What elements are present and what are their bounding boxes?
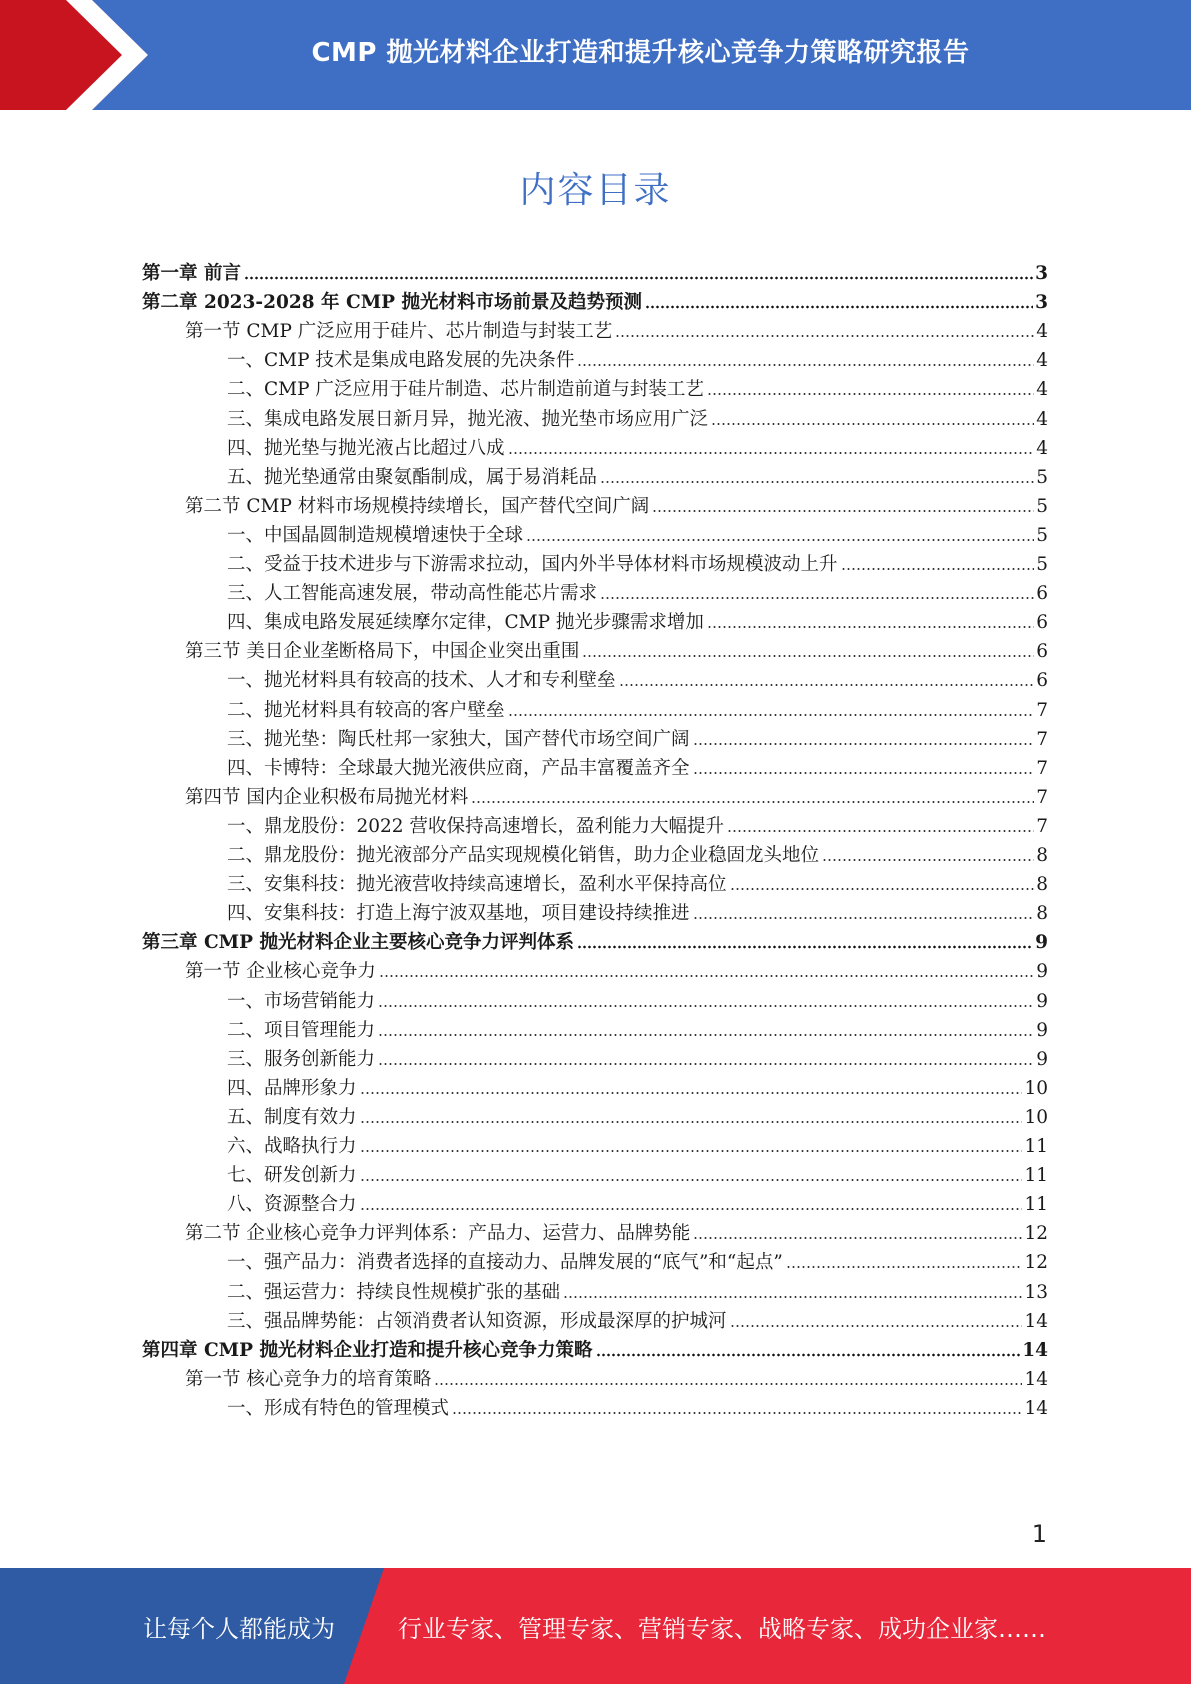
toc-leader-dots — [360, 1120, 1023, 1124]
toc-leader-dots — [471, 800, 1034, 804]
toc-leader-dots — [600, 480, 1034, 484]
toc-leader-dots — [693, 1236, 1022, 1240]
toc-entry-page: 4 — [1036, 350, 1048, 372]
toc-entry[interactable] — [0, 1127, 1191, 1158]
toc-leader-dots — [600, 596, 1034, 600]
toc-entry-page: 10 — [1024, 1106, 1048, 1128]
page-number: 1 — [1031, 1520, 1047, 1548]
toc-entry[interactable] — [0, 1156, 1191, 1187]
toc-entry-label: 第四章 CMP 抛光材料企业打造和提升核心竞争力策略 — [142, 1339, 593, 1361]
toc-entry-page: 7 — [1036, 699, 1048, 721]
toc-entry[interactable] — [0, 1069, 1191, 1100]
toc-entry[interactable] — [0, 749, 1191, 780]
toc-entry[interactable] — [0, 836, 1191, 867]
toc-entry-page: 9 — [1035, 932, 1048, 954]
toc-entry-label: 第四节 国内企业积极布局抛光材料 — [185, 786, 469, 808]
toc-entry[interactable] — [0, 1302, 1191, 1333]
toc-entry-label: 第二章 2023-2028 年 CMP 抛光材料市场前景及趋势预测 — [142, 292, 643, 314]
toc-entry[interactable] — [0, 923, 1191, 954]
toc-entry-label: 第二节 企业核心竞争力评判体系：产品力、运营力、品牌势能 — [185, 1223, 691, 1245]
toc-entry-page: 14 — [1024, 1368, 1048, 1390]
toc-entry[interactable] — [0, 807, 1191, 838]
toc-leader-dots — [693, 771, 1035, 775]
toc-entry-page: 14 — [1022, 1339, 1048, 1361]
toc-entry[interactable] — [0, 720, 1191, 751]
toc-entry-page: 7 — [1036, 786, 1048, 808]
toc-entry[interactable] — [0, 982, 1191, 1013]
toc-entry-label: 三、服务创新能力 — [227, 1048, 376, 1070]
toc-entry-label: 一、CMP 技术是集成电路发展的先决条件 — [227, 350, 575, 372]
toc-entry[interactable] — [0, 865, 1191, 896]
toc-leader-dots — [822, 858, 1034, 862]
toc-leader-dots — [379, 974, 1034, 978]
toc-leader-dots — [378, 1004, 1034, 1008]
header-banner — [0, 0, 1191, 110]
toc-entry-label: 八、资源整合力 — [227, 1194, 357, 1216]
toc-leader-dots — [730, 887, 1035, 891]
footer-slogan-left: 让每个人都能成为 — [143, 1614, 335, 1643]
toc-leader-dots — [434, 1382, 1022, 1386]
toc-entry-page: 4 — [1036, 437, 1048, 459]
toc-leader-dots — [360, 1207, 1023, 1211]
toc-entry[interactable] — [0, 1273, 1191, 1304]
toc-entry[interactable] — [0, 574, 1191, 605]
toc-entry[interactable] — [0, 1214, 1191, 1245]
toc-entry[interactable] — [0, 429, 1191, 460]
toc-entry-label: 四、抛光垫与抛光液占比超过八成 — [227, 437, 505, 459]
toc-leader-dots — [786, 1265, 1023, 1269]
footer-slogan-right: 行业专家、管理专家、营销专家、战略专家、成功企业家…… — [398, 1614, 1046, 1643]
toc-entry[interactable] — [0, 603, 1191, 634]
toc-entry-label: 一、强产品力：消费者选择的直接动力、品牌发展的“底气”和“起点” — [227, 1252, 783, 1274]
toc-entry-page: 13 — [1024, 1281, 1048, 1303]
toc-entry-page: 9 — [1036, 1048, 1048, 1070]
toc-entry[interactable] — [0, 1243, 1191, 1274]
toc-entry-label: 四、卡博特：全球最大抛光液供应商，产品丰富覆盖齐全 — [227, 757, 690, 779]
toc-entry-page: 14 — [1024, 1397, 1048, 1419]
toc-entry[interactable] — [0, 370, 1191, 401]
toc-entry[interactable] — [0, 1098, 1191, 1129]
toc-entry-label: 四、品牌形象力 — [227, 1077, 357, 1099]
toc-entry-label: 六、战略执行力 — [227, 1136, 357, 1157]
toc-entry-label: 第一节 CMP 广泛应用于硅片、芯片制造与封装工艺 — [185, 321, 613, 343]
toc-entry-page: 5 — [1036, 495, 1048, 517]
toc-leader-dots — [711, 422, 1034, 426]
toc-entry-page: 3 — [1035, 292, 1048, 314]
toc-leader-dots — [577, 363, 1034, 367]
toc-entry-label: 五、制度有效力 — [227, 1106, 357, 1128]
toc-entry[interactable] — [0, 952, 1191, 983]
toc-entry-page: 7 — [1036, 757, 1048, 779]
toc-leader-dots — [244, 276, 1033, 280]
toc-leader-dots — [378, 1033, 1034, 1037]
toc-entry-label: 三、安集科技：抛光液营收持续高速增长，盈利水平保持高位 — [227, 874, 727, 896]
toc-entry-label: 第一节 企业核心竞争力 — [185, 961, 376, 983]
toc-entry[interactable] — [0, 691, 1191, 722]
toc-entry[interactable] — [0, 661, 1191, 692]
toc-entry-page: 11 — [1024, 1194, 1048, 1216]
toc-entry-page: 4 — [1036, 408, 1048, 430]
toc-entry-label: 七、研发创新力 — [227, 1165, 357, 1187]
toc-entry-page: 7 — [1036, 815, 1048, 837]
toc-leader-dots — [360, 1149, 1023, 1153]
toc-entry-label: 一、市场营销能力 — [227, 990, 376, 1012]
toc-entry-label: 二、项目管理能力 — [227, 1019, 376, 1041]
toc-entry-label: 三、抛光垫：陶氏杜邦一家独大，国产替代市场空间广阔 — [227, 728, 690, 750]
toc-entry[interactable] — [0, 254, 1191, 285]
toc-leader-dots — [645, 305, 1033, 309]
toc-entry-label: 第三节 美日企业垄断格局下，中国企业突出重围 — [185, 641, 580, 663]
toc-entry[interactable] — [0, 1011, 1191, 1042]
toc-entry[interactable] — [0, 632, 1191, 663]
toc-entry[interactable] — [0, 545, 1191, 576]
toc-entry-label: 二、鼎龙股份：抛光液部分产品实现规模化销售，助力企业稳固龙头地位 — [227, 845, 820, 866]
toc-entry-page: 5 — [1036, 466, 1048, 488]
toc-entry-label: 一、鼎龙股份：2022 营收保持高速增长，盈利能力大幅提升 — [227, 815, 724, 837]
toc-entry-page: 5 — [1036, 524, 1048, 546]
toc-entry-label: 一、中国晶圆制造规模增速快于全球 — [227, 524, 524, 546]
toc-entry-page: 14 — [1024, 1310, 1048, 1332]
toc-entry-page: 8 — [1036, 903, 1048, 925]
toc-entry-page: 6 — [1036, 612, 1048, 634]
toc-entry-page: 11 — [1024, 1136, 1048, 1157]
toc-leader-dots — [693, 742, 1035, 746]
toc-entry-page: 12 — [1024, 1252, 1048, 1274]
toc-leader-dots — [652, 509, 1034, 513]
toc-leader-dots — [693, 916, 1035, 920]
toc-entry-page: 4 — [1036, 321, 1048, 343]
toc-leader-dots — [730, 1324, 1023, 1328]
toc-entry-label: 一、形成有特色的管理模式 — [227, 1397, 450, 1419]
toc-entry[interactable] — [0, 341, 1191, 372]
toc-entry-label: 四、集成电路发展延续摩尔定律，CMP 抛光步骤需求增加 — [227, 612, 704, 634]
report-title: CMP 抛光材料企业打造和提升核心竞争力策略研究报告 — [311, 37, 970, 68]
toc-leader-dots — [508, 451, 1035, 455]
toc-entry-page: 9 — [1036, 990, 1048, 1012]
toc-leader-dots — [360, 1178, 1023, 1182]
toc-entry[interactable] — [0, 400, 1191, 431]
toc-entry-page: 12 — [1024, 1223, 1048, 1245]
toc-entry-page: 7 — [1036, 728, 1048, 750]
toc-entry[interactable] — [0, 312, 1191, 343]
toc-leader-dots — [841, 567, 1035, 571]
toc-entry[interactable] — [0, 1185, 1191, 1216]
toc-entry-label: 第一节 核心竞争力的培育策略 — [185, 1368, 432, 1390]
toc-entry[interactable] — [0, 516, 1191, 547]
toc-entry[interactable] — [0, 778, 1191, 809]
toc-leader-dots — [577, 945, 1033, 949]
toc-entry-label: 二、抛光材料具有较高的客户壁垒 — [227, 699, 505, 721]
toc-entry-page: 9 — [1036, 961, 1048, 983]
toc-entry-label: 三、人工智能高速发展，带动高性能芯片需求 — [227, 583, 598, 605]
toc-entry-label: 一、抛光材料具有较高的技术、人才和专利壁垒 — [227, 670, 616, 692]
toc-leader-dots — [452, 1411, 1022, 1415]
toc-leader-dots — [563, 1295, 1022, 1299]
toc-entry[interactable] — [0, 894, 1191, 925]
toc-entry[interactable] — [0, 458, 1191, 489]
toc-entry-page: 10 — [1024, 1077, 1048, 1099]
toc-entry-page: 3 — [1035, 263, 1048, 284]
toc-leader-dots — [615, 334, 1034, 338]
toc-leader-dots — [619, 683, 1035, 687]
toc-leader-dots — [526, 538, 1034, 542]
toc-entry-page: 6 — [1036, 670, 1048, 692]
toc-entry-label: 第三章 CMP 抛光材料企业主要核心竞争力评判体系 — [142, 932, 574, 954]
toc-leader-dots — [707, 392, 1034, 396]
toc-entry[interactable] — [0, 1360, 1191, 1391]
toc-leader-dots — [582, 654, 1034, 658]
toc-entry-label: 第一章 前言 — [142, 263, 241, 284]
toc-entry-page: 8 — [1036, 845, 1048, 866]
toc-leader-dots — [727, 829, 1034, 833]
toc-entry-label: 四、安集科技：打造上海宁波双基地，项目建设持续推进 — [227, 903, 690, 925]
toc-entry-page: 6 — [1036, 583, 1048, 605]
toc-leader-dots — [360, 1091, 1023, 1095]
toc-entry-page: 5 — [1036, 554, 1048, 575]
toc-entry-page: 8 — [1036, 874, 1048, 896]
toc-entry[interactable] — [0, 1040, 1191, 1071]
toc-entry-label: 五、抛光垫通常由聚氨酯制成，属于易消耗品 — [227, 466, 598, 488]
toc-entry-page: 4 — [1036, 379, 1048, 401]
toc-entry-label: 第二节 CMP 材料市场规模持续增长，国产替代空间广阔 — [185, 495, 650, 517]
toc-entry[interactable] — [0, 1389, 1191, 1420]
toc-heading: 内容目录 — [519, 170, 672, 211]
toc-entry[interactable] — [0, 487, 1191, 518]
toc-entry-label: 二、受益于技术进步与下游需求拉动，国内外半导体材料市场规模波动上升 — [227, 554, 838, 575]
toc-entry-page: 6 — [1036, 641, 1048, 663]
footer-banner — [0, 1568, 1191, 1684]
toc-entry-label: 三、强品牌势能：占领消费者认知资源，形成最深厚的护城河 — [227, 1310, 727, 1332]
toc-entry[interactable] — [0, 283, 1191, 314]
toc-leader-dots — [508, 713, 1035, 717]
toc-entry-page: 9 — [1036, 1019, 1048, 1041]
toc-leader-dots — [378, 1062, 1034, 1066]
toc-entry-label: 三、集成电路发展日新月异，抛光液、抛光垫市场应用广泛 — [227, 408, 709, 430]
toc-entry-label: 二、强运营力：持续良性规模扩张的基础 — [227, 1281, 561, 1303]
toc-entry-page: 11 — [1024, 1165, 1048, 1187]
toc-entry-label: 二、CMP 广泛应用于硅片制造、芯片制造前道与封装工艺 — [227, 379, 704, 401]
toc-leader-dots — [707, 625, 1034, 629]
toc-entry[interactable] — [0, 1331, 1191, 1362]
toc-leader-dots — [596, 1353, 1021, 1357]
